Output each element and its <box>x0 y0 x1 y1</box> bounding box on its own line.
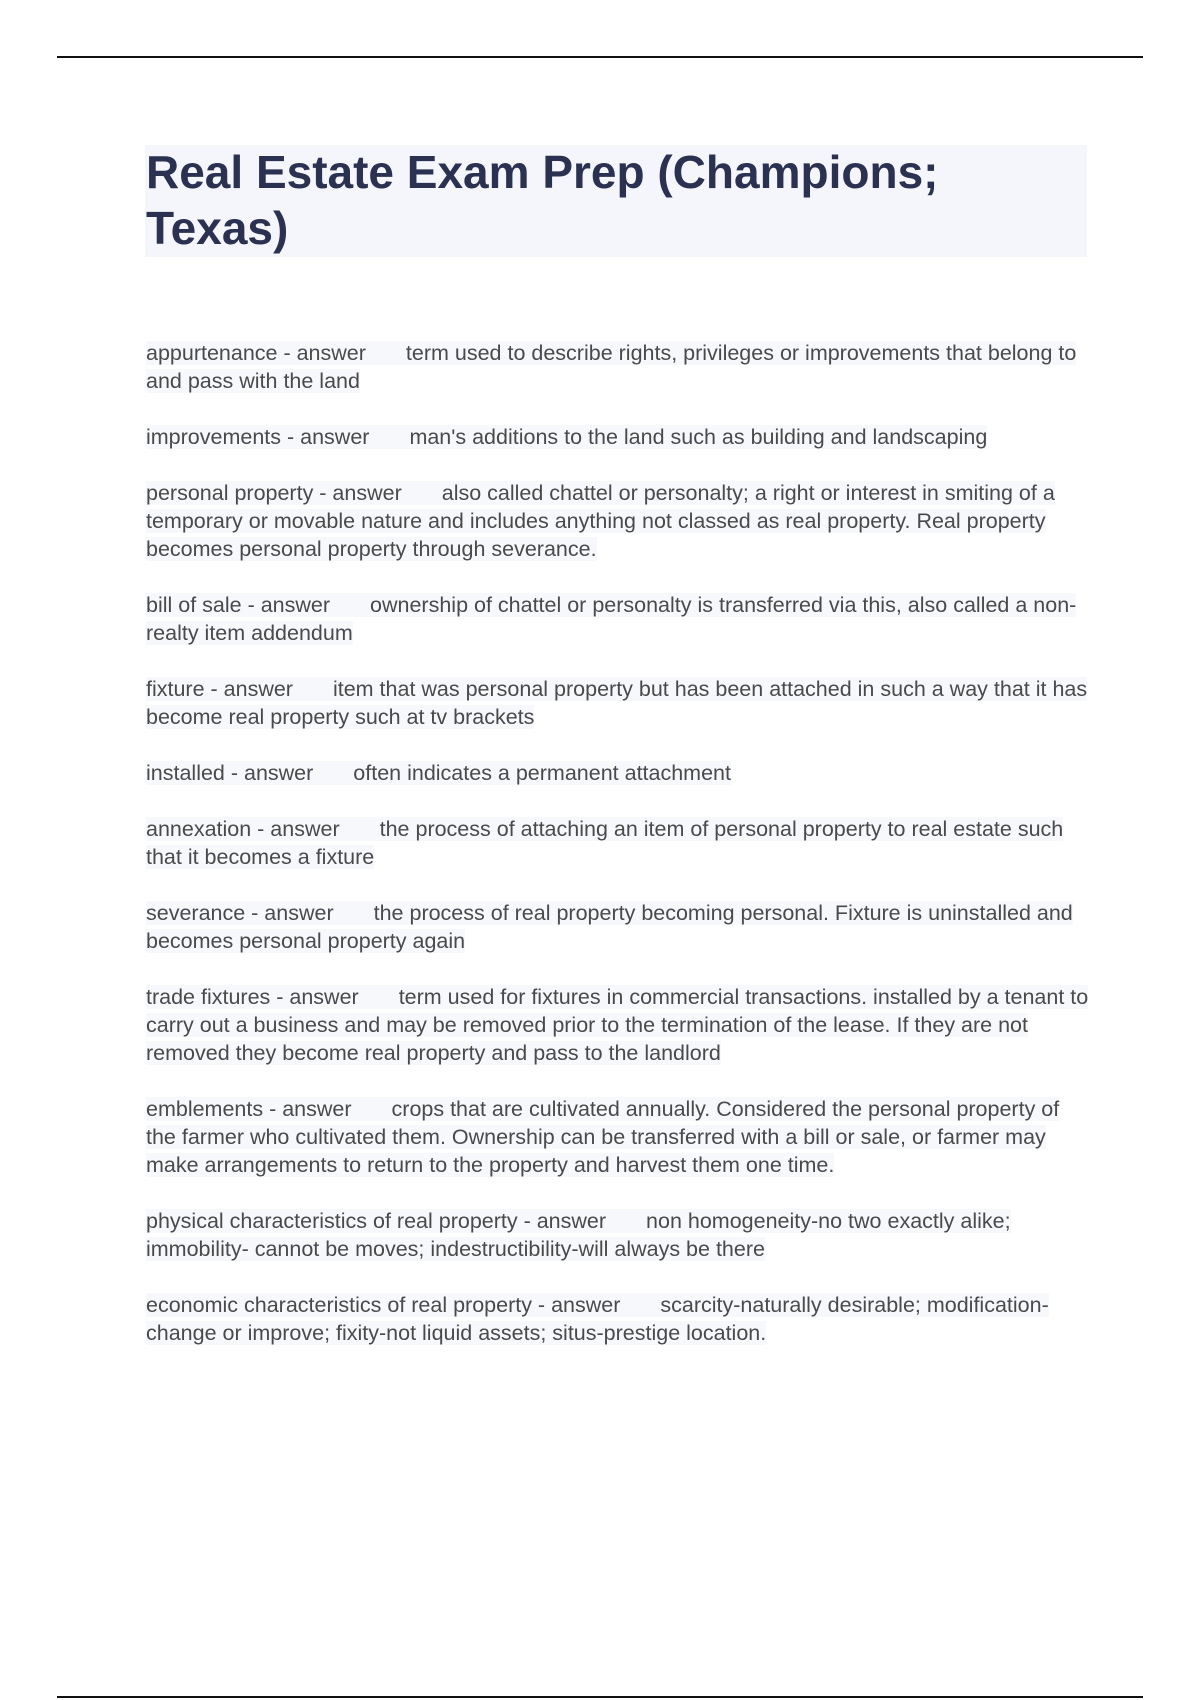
entry-definition: crops that are cultivated annually. Considered the personal property of the farmer who cultivated them. Ownership can be transferred with a bill or sale, or farmer may make arrangements to return to the property and harvest them one time. <box>146 1097 1060 1177</box>
entry-term: fixture - answer <box>146 677 293 701</box>
list-item <box>146 899 1092 955</box>
entry-term: personal property - answer <box>146 481 402 505</box>
entry-definition: the process of real property becoming personal. Fixture is uninstalled and becomes personal property again <box>146 901 1073 953</box>
header-rule <box>57 56 1143 58</box>
list-item <box>146 815 1092 871</box>
entry-definition: term used to describe rights, privileges or improvements that belong to and pass with the land <box>146 341 1077 393</box>
list-item <box>146 675 1092 731</box>
entry-definition: non homogeneity-no two exactly alike; immobility- cannot be moves; indestructibility-will always be there <box>146 1209 1011 1261</box>
entry-term: economic characteristics of real property - answer <box>146 1293 621 1317</box>
entry-definition: often indicates a permanent attachment <box>353 761 731 785</box>
entry-definition: ownership of chattel or personalty is transferred via this, also called a non-realty item addendum <box>146 593 1077 645</box>
entry-term: physical characteristics of real property - answer <box>146 1209 607 1233</box>
entry-term: emblements - answer <box>146 1097 352 1121</box>
list-item <box>146 1207 1092 1263</box>
footer-rule <box>57 1696 1143 1698</box>
entry-definition: scarcity-naturally desirable; modification-change or improve; fixity-not liquid assets; situs-prestige location. <box>146 1293 1049 1345</box>
page-title: Real Estate Exam Prep (Champions; Texas) <box>146 146 939 254</box>
entry-term: trade fixtures - answer <box>146 985 359 1009</box>
entry-definition: man's additions to the land such as building and landscaping <box>409 425 988 449</box>
list-item <box>146 1095 1092 1179</box>
list-item <box>146 759 1092 787</box>
list-item <box>146 423 1092 451</box>
entry-term: bill of sale - answer <box>146 593 331 617</box>
list-item <box>146 339 1092 395</box>
flashcard-list <box>146 339 1092 1375</box>
entry-definition: the process of attaching an item of personal property to real estate such that it becomes a fixture <box>146 817 1064 869</box>
entry-definition: term used for fixtures in commercial transactions. installed by a tenant to carry out a business and may be removed prior to the termination of the lease. If they are not removed they become real property and pass to the landlord <box>146 985 1089 1065</box>
entry-term: severance - answer <box>146 901 334 925</box>
list-item <box>146 983 1092 1067</box>
list-item <box>146 479 1092 563</box>
entry-term: installed - answer <box>146 761 314 785</box>
list-item <box>146 591 1092 647</box>
entry-term: appurtenance - answer <box>146 341 366 365</box>
entry-definition: item that was personal property but has been attached in such a way that it has become real property such at tv brackets <box>146 677 1088 729</box>
entry-term: annexation - answer <box>146 817 340 841</box>
list-item <box>146 1291 1092 1347</box>
entry-definition: also called chattel or personalty; a right or interest in smiting of a temporary or movable nature and includes anything not classed as real property. Real property becomes personal property through severance. <box>146 481 1055 561</box>
entry-term: improvements - answer <box>146 425 370 449</box>
